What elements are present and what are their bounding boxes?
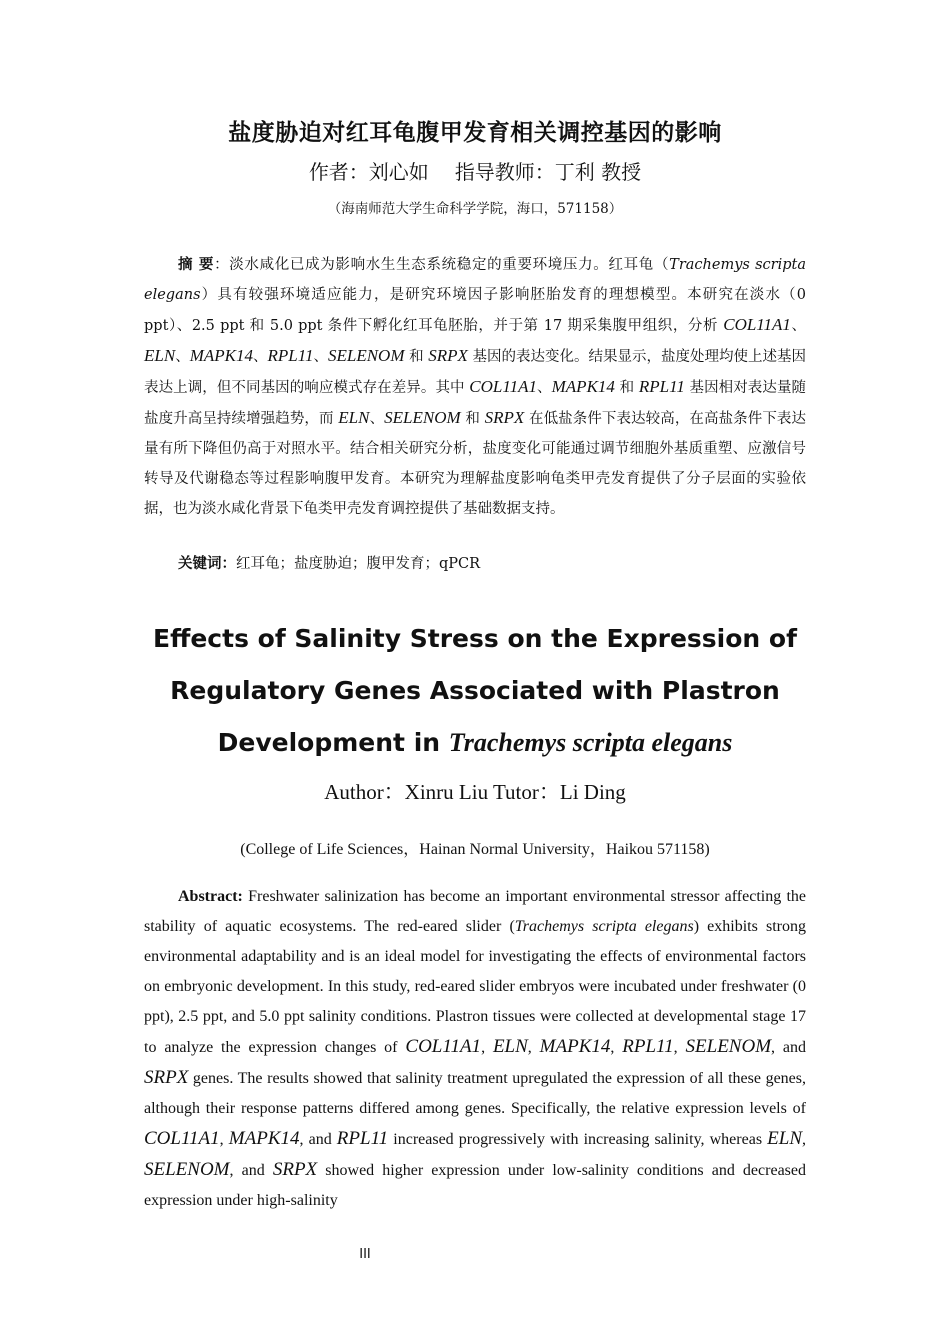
english-abstract-paragraph bbox=[144, 882, 806, 1216]
english-author-line: Author：Xinru Liu Tutor：Li Ding bbox=[324, 780, 626, 804]
separator: 、 bbox=[369, 411, 385, 427]
gene-name: ELN bbox=[338, 408, 370, 427]
gene-name: SELENOM bbox=[327, 346, 405, 365]
gene-name: RPL11 bbox=[638, 377, 685, 396]
gene-name: COL11A1 bbox=[469, 377, 537, 396]
english-title-line: Regulatory Genes Associated with Plastron bbox=[170, 676, 780, 705]
separator: , bbox=[802, 1131, 806, 1148]
separator: , and bbox=[771, 1039, 806, 1056]
english-abstract-text: ) exhibits strong environmental adaptability and is an ideal model for investigating the effects of environmental factors on embryonic development. In this study, red-eared slider embryos were incubated under freshwater (0 ppt), 2.5 ppt, and 5.0 ppt salinity conditions. Plastron tissues were collected at developmental stage 17 to analyze the expression changes of bbox=[144, 918, 806, 1056]
gene-name: SELENOM bbox=[384, 408, 461, 427]
gene-name: ELN bbox=[767, 1128, 802, 1149]
english-abstract-label: Abstract: bbox=[178, 888, 243, 905]
english-title bbox=[110, 613, 840, 769]
gene-name: COL11A1 bbox=[723, 315, 791, 334]
separator: , bbox=[673, 1039, 686, 1056]
separator: , bbox=[481, 1039, 493, 1056]
english-title-line bbox=[110, 717, 840, 769]
separator: 、 bbox=[252, 349, 268, 365]
english-affiliation: (College of Life Sciences，Hainan Normal University，Haikou 571158) bbox=[240, 841, 710, 858]
chinese-abstract bbox=[144, 250, 806, 524]
separator: , bbox=[219, 1131, 229, 1148]
species-name: Trachemys scripta elegans bbox=[514, 918, 694, 935]
separator: 、 bbox=[536, 380, 552, 396]
english-abstract-text: increased progressively with increasing salinity, whereas bbox=[388, 1131, 768, 1148]
separator: 、 bbox=[790, 318, 807, 334]
separator: 、 bbox=[175, 349, 190, 365]
english-abstract-text: Freshwater salinization has become an important environmental stressor affecting the stability of aquatic ecosystems. The red-eared slider ( bbox=[144, 888, 806, 935]
chinese-abstract-text: 在低盐条件下表达较高，在高盐条件下表达量有所下降但仍高于对照水平。结合相关研究分析，盐度变化可能通过调节细胞外基质重塑、应激信号转导及代谢稳态等过程影响腹甲发育。本研究为理解盐度影响龟类甲壳发育提供了分子层面的实验依据，也为淡水咸化背景下龟类甲壳发育调控提供了基础数据支持。 bbox=[144, 411, 807, 517]
gene-name: SELENOM bbox=[685, 1036, 772, 1057]
gene-name: SRPX bbox=[144, 1067, 189, 1088]
gene-name: SRPX bbox=[428, 346, 468, 365]
gene-name: COL11A1 bbox=[405, 1036, 482, 1057]
gene-name: MAPK14 bbox=[189, 346, 253, 365]
chinese-abstract-text: 基因相对表达量随盐度升高呈持续增强趋势，而 bbox=[144, 380, 807, 427]
english-abstract bbox=[144, 882, 806, 1216]
chinese-abstract-text: 基因的表达变化。结果显示，盐度处理均使上述基因表达上调，但不同基因的响应模式存在差异。其中 bbox=[144, 349, 807, 396]
chinese-abstract-text: 淡水咸化已成为影响水生生态系统稳定的重要环境压力。红耳龟（ bbox=[229, 257, 670, 273]
gene-name: RPL11 bbox=[622, 1036, 674, 1057]
gene-name: SRPX bbox=[484, 408, 525, 427]
chinese-tutor: 指导教师：丁利 教授 bbox=[454, 160, 642, 184]
english-title-species: Trachemys scripta elegans bbox=[448, 728, 733, 757]
chinese-author-line bbox=[0, 156, 950, 185]
gene-name: MAPK14 bbox=[539, 1036, 611, 1057]
gene-name: RPL11 bbox=[336, 1128, 389, 1149]
chinese-keywords-text: 红耳龟；盐度胁迫；腹甲发育；qPCR bbox=[236, 556, 481, 572]
english-abstract-text: showed higher expression under low-salinity conditions and decreased expression under high-salinity bbox=[144, 1162, 806, 1209]
gene-name: SRPX bbox=[272, 1159, 318, 1180]
separator: , and bbox=[299, 1131, 337, 1148]
chinese-title: 盐度胁迫对红耳龟腹甲发育相关调控基因的影响 bbox=[228, 119, 722, 146]
separator: , and bbox=[229, 1162, 273, 1179]
gene-name: SELENOM bbox=[144, 1159, 230, 1180]
gene-name: ELN bbox=[492, 1036, 528, 1057]
separator: 、 bbox=[313, 349, 328, 365]
chinese-keywords bbox=[178, 551, 480, 577]
chinese-abstract-colon: ： bbox=[214, 257, 230, 273]
chinese-author: 作者：刘心如 bbox=[308, 160, 429, 184]
species-name: Trachemys scripta elegans bbox=[144, 257, 806, 303]
separator: 和 bbox=[614, 380, 639, 396]
separator: 和 bbox=[460, 411, 485, 427]
chinese-abstract-paragraph bbox=[144, 250, 806, 524]
page-number: III bbox=[359, 1247, 371, 1262]
separator: , bbox=[610, 1039, 623, 1056]
gene-name: ELN bbox=[144, 346, 176, 365]
gene-name: RPL11 bbox=[267, 346, 314, 365]
english-title-text: Development in bbox=[217, 728, 449, 757]
separator: , bbox=[527, 1039, 540, 1056]
chinese-affiliation: （海南师范大学生命科学学院，海口，571158） bbox=[327, 201, 623, 217]
gene-name: MAPK14 bbox=[228, 1128, 300, 1149]
chinese-keywords-label: 关键词： bbox=[178, 555, 236, 572]
gene-name: COL11A1 bbox=[144, 1128, 220, 1149]
gene-name: MAPK14 bbox=[551, 377, 615, 396]
english-title-line: Effects of Salinity Stress on the Expression of bbox=[153, 624, 797, 653]
chinese-abstract-text: ）具有较强环境适应能力，是研究环境因子影响胚胎发育的理想模型。本研究在淡水（0 ppt）、2.5 ppt 和 5.0 ppt 条件下孵化红耳龟胚胎，并于第 17 期采集腹甲组织，分析 bbox=[144, 287, 806, 334]
chinese-abstract-label: 摘 要 bbox=[178, 256, 215, 273]
separator: 和 bbox=[404, 349, 429, 365]
english-abstract-text: genes. The results showed that salinity treatment upregulated the expression of all these genes, although their response patterns differed among genes. Specifically, the relative expression levels of bbox=[144, 1070, 806, 1117]
